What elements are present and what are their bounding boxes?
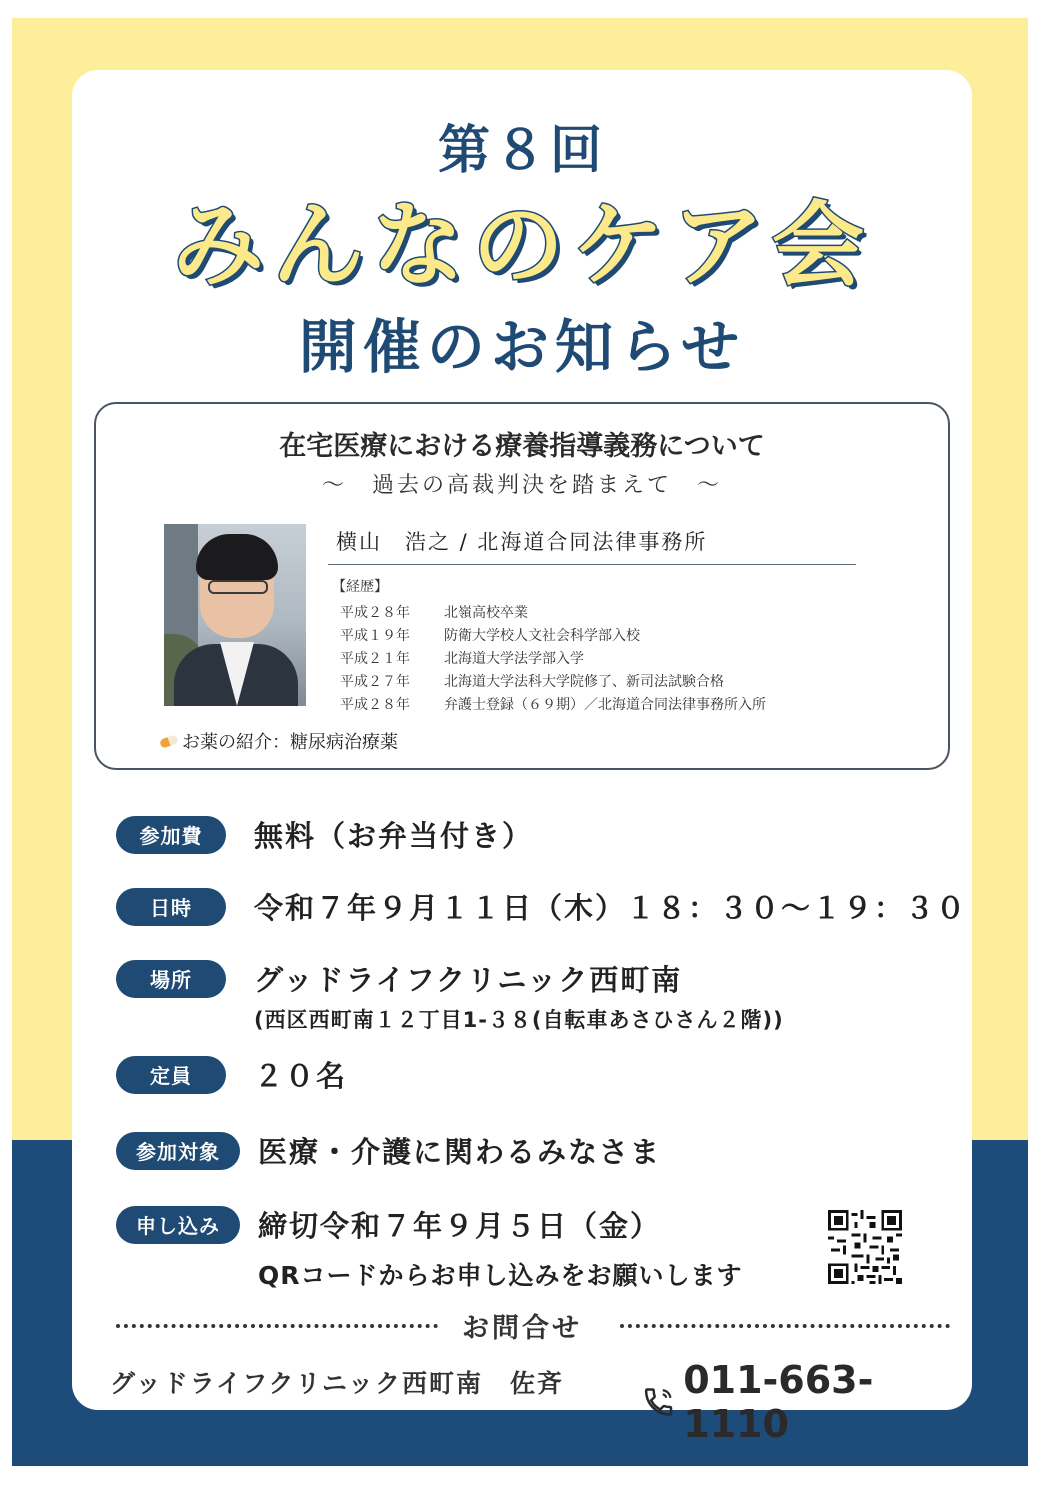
target-badge: 参加対象 <box>116 1132 240 1170</box>
phone-number: 011-663-1110 <box>683 1358 874 1446</box>
lecture-box <box>94 402 950 770</box>
flyer-card <box>72 70 972 1446</box>
target-row <box>116 1130 661 1171</box>
photo-glasses <box>208 580 268 594</box>
career-list <box>340 602 766 717</box>
fee-badge: 参加費 <box>116 816 226 854</box>
capacity-value: ２０名 <box>254 1059 348 1093</box>
event-subtitle: 開催のお知らせ <box>298 313 746 381</box>
flyer-sheet <box>12 18 1028 1466</box>
speaker-divider <box>328 564 856 565</box>
contact-name: グッドライフクリニック西町南 佐斉 <box>110 1369 565 1398</box>
career-desc: 弁護士登録（６９期）／北海道合同法律事務所入所 <box>444 697 766 713</box>
contact-label: お問合せ <box>462 1313 582 1344</box>
career-desc: 防衛大学校人文社会科学部入校 <box>444 628 640 644</box>
drug-intro-text: お薬の紹介：糖尿病治療薬 <box>182 732 398 753</box>
career-row <box>340 694 766 717</box>
career-year: 平成２８年 <box>340 697 410 713</box>
place-badge: 場所 <box>116 960 226 998</box>
place-row <box>116 958 682 999</box>
phone-icon <box>642 1385 675 1419</box>
career-row <box>340 648 766 671</box>
lecture-title: 在宅医療における療養指導義務について <box>279 431 765 462</box>
contact-phone[interactable] <box>642 1358 972 1446</box>
capacity-row <box>116 1054 347 1095</box>
career-row <box>340 625 766 648</box>
career-desc: 北海道大学法学部入学 <box>444 651 584 667</box>
target-value: 医療・介護に関わるみなさま <box>258 1135 662 1169</box>
photo-hair <box>196 534 278 580</box>
speaker-photo <box>164 524 306 706</box>
datetime-row <box>116 886 967 927</box>
fee-row <box>116 814 533 855</box>
career-year: 平成２７年 <box>340 674 410 690</box>
lecture-subtitle: 〜 過去の高裁判決を踏まえて 〜 <box>321 473 722 498</box>
dotted-divider-right <box>620 1324 950 1328</box>
career-year: 平成２１年 <box>340 651 410 667</box>
event-title: みんなのケア会 <box>171 192 872 299</box>
datetime-badge: 日時 <box>116 888 226 926</box>
qr-code-graphic <box>828 1210 902 1284</box>
career-year: 平成１９年 <box>340 628 410 644</box>
capacity-badge: 定員 <box>116 1056 226 1094</box>
career-heading: 【経歴】 <box>332 579 388 595</box>
apply-badge: 申し込み <box>116 1206 240 1244</box>
drug-intro <box>160 728 398 754</box>
apply-note: QRコードからお申し込みをお願いします <box>258 1261 743 1290</box>
pill-icon <box>159 734 179 749</box>
career-desc: 北海道大学法科大学院修了、新司法試験合格 <box>444 674 724 690</box>
place-value: グッドライフクリニック西町南 <box>254 963 683 997</box>
place-address: (西区西町南１２丁目1-３８(自転車あさひさん２階)) <box>254 1008 784 1032</box>
career-row <box>340 671 766 694</box>
speaker-name: 横山 浩之 / 北海道合同法律事務所 <box>336 530 708 554</box>
career-row <box>340 602 766 625</box>
apply-row <box>116 1204 661 1245</box>
event-round: 第８回 <box>437 121 606 181</box>
datetime-value: 令和７年９月１１日（木）１８：３０〜１９：３０ <box>254 891 968 925</box>
apply-value: 締切令和７年９月５日（金） <box>258 1209 662 1243</box>
career-year: 平成２８年 <box>340 605 410 621</box>
qr-code[interactable] <box>828 1210 902 1284</box>
career-desc: 北嶺高校卒業 <box>444 605 528 621</box>
fee-value: 無料（お弁当付き） <box>254 819 534 853</box>
